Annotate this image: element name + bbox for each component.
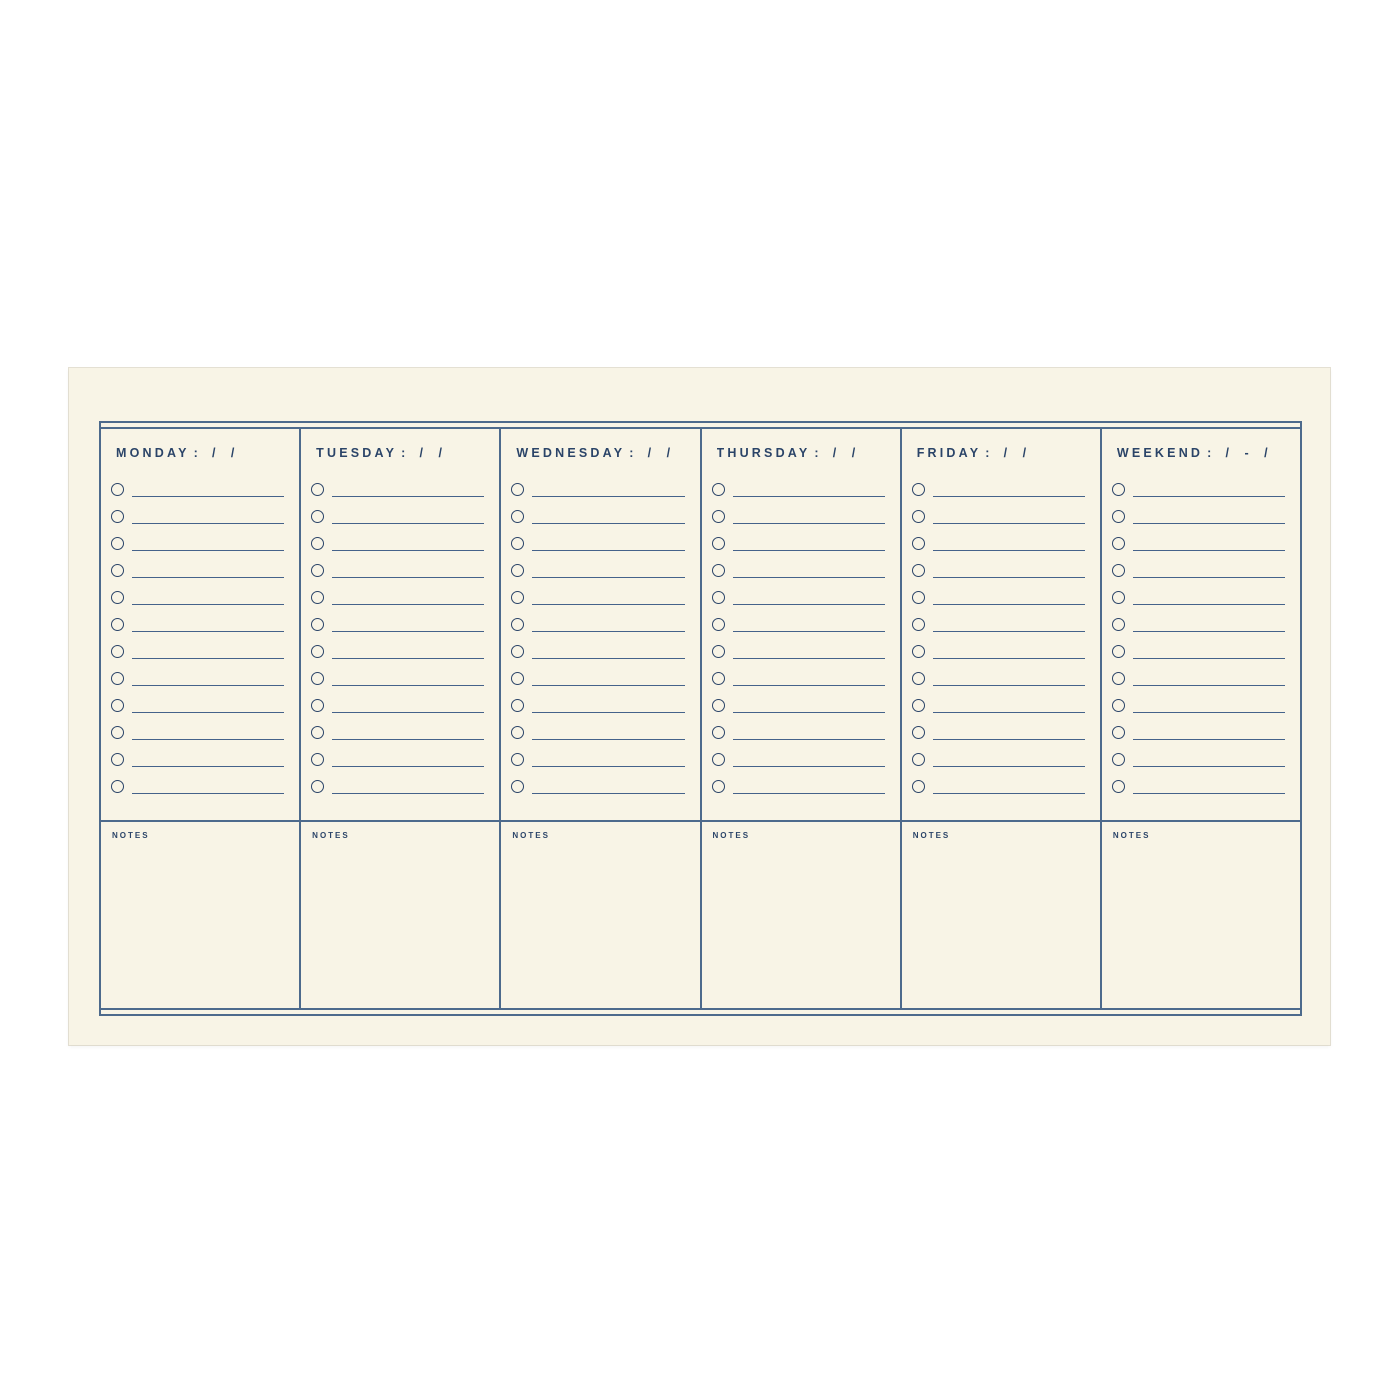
task-bullet-circle-icon	[511, 645, 524, 658]
task-bullet-circle-icon	[712, 645, 725, 658]
task-bullet-circle-icon	[712, 510, 725, 523]
task-writing-line	[132, 753, 284, 767]
planner-pad	[69, 368, 1330, 1045]
task-bullet-circle-icon	[511, 591, 524, 604]
task-row	[1102, 530, 1300, 557]
date-placeholder: / /	[647, 446, 677, 460]
notes-section	[101, 820, 299, 1008]
day-column-thursday	[702, 429, 902, 1008]
task-writing-line	[933, 537, 1085, 551]
task-bullet-circle-icon	[511, 699, 524, 712]
task-writing-line	[332, 645, 484, 659]
task-writing-line	[1133, 510, 1285, 524]
task-writing-line	[1133, 780, 1285, 794]
task-row	[902, 584, 1100, 611]
task-bullet-circle-icon	[311, 483, 324, 496]
task-row	[301, 530, 499, 557]
task-writing-line	[132, 510, 284, 524]
task-writing-line	[1133, 645, 1285, 659]
task-bullet-circle-icon	[111, 483, 124, 496]
task-bullet-circle-icon	[511, 510, 524, 523]
task-writing-line	[332, 510, 484, 524]
task-bullet-circle-icon	[712, 618, 725, 631]
day-column-wednesday	[501, 429, 701, 1008]
task-bullet-circle-icon	[712, 564, 725, 577]
task-row	[702, 746, 900, 773]
task-bullet-circle-icon	[912, 726, 925, 739]
task-writing-line	[733, 591, 885, 605]
task-writing-line	[332, 726, 484, 740]
task-writing-line	[132, 672, 284, 686]
task-writing-line	[532, 753, 684, 767]
notes-section	[902, 820, 1100, 1008]
day-header	[516, 446, 691, 460]
task-writing-line	[733, 699, 885, 713]
task-row	[902, 503, 1100, 530]
task-bullet-circle-icon	[912, 672, 925, 685]
task-row	[101, 557, 299, 584]
task-row	[101, 773, 299, 800]
notes-section	[501, 820, 699, 1008]
task-row	[1102, 611, 1300, 638]
task-bullet-circle-icon	[511, 537, 524, 550]
task-bullet-circle-icon	[511, 753, 524, 766]
task-row	[902, 773, 1100, 800]
task-writing-line	[1133, 672, 1285, 686]
day-header	[917, 446, 1092, 460]
task-row	[501, 530, 699, 557]
task-bullet-circle-icon	[111, 672, 124, 685]
task-list	[1102, 476, 1300, 800]
task-writing-line	[132, 564, 284, 578]
task-row	[101, 665, 299, 692]
task-bullet-circle-icon	[111, 537, 124, 550]
task-row	[501, 719, 699, 746]
day-name-label: WEDNESDAY	[516, 446, 626, 460]
task-writing-line	[733, 537, 885, 551]
day-column-friday	[902, 429, 1102, 1008]
task-writing-line	[733, 672, 885, 686]
task-row	[902, 638, 1100, 665]
task-bullet-circle-icon	[912, 564, 925, 577]
task-row	[101, 476, 299, 503]
task-bullet-circle-icon	[912, 510, 925, 523]
task-row	[501, 476, 699, 503]
notes-label: NOTES	[112, 831, 150, 840]
task-writing-line	[132, 618, 284, 632]
day-column-monday	[101, 429, 301, 1008]
task-row	[1102, 584, 1300, 611]
task-writing-line	[1133, 699, 1285, 713]
task-row	[1102, 746, 1300, 773]
task-bullet-circle-icon	[712, 483, 725, 496]
task-bullet-circle-icon	[311, 726, 324, 739]
task-row	[902, 557, 1100, 584]
task-writing-line	[733, 780, 885, 794]
day-header	[116, 446, 291, 460]
task-row	[501, 611, 699, 638]
day-header	[316, 446, 491, 460]
weekly-planner-grid	[99, 421, 1302, 1016]
task-writing-line	[1133, 726, 1285, 740]
task-bullet-circle-icon	[1112, 672, 1125, 685]
task-bullet-circle-icon	[1112, 753, 1125, 766]
task-bullet-circle-icon	[1112, 645, 1125, 658]
task-bullet-circle-icon	[111, 564, 124, 577]
task-writing-line	[1133, 483, 1285, 497]
task-writing-line	[733, 510, 885, 524]
task-list	[501, 476, 699, 800]
task-bullet-circle-icon	[912, 780, 925, 793]
task-row	[101, 692, 299, 719]
task-list	[101, 476, 299, 800]
task-row	[1102, 665, 1300, 692]
task-row	[301, 557, 499, 584]
task-writing-line	[332, 780, 484, 794]
task-row	[702, 476, 900, 503]
task-bullet-circle-icon	[511, 780, 524, 793]
task-row	[702, 719, 900, 746]
task-row	[101, 611, 299, 638]
task-writing-line	[532, 618, 684, 632]
task-writing-line	[933, 510, 1085, 524]
task-writing-line	[1133, 753, 1285, 767]
task-writing-line	[933, 699, 1085, 713]
task-bullet-circle-icon	[712, 780, 725, 793]
task-row	[301, 773, 499, 800]
task-writing-line	[933, 753, 1085, 767]
notes-section	[702, 820, 900, 1008]
notes-label: NOTES	[1112, 831, 1151, 840]
task-writing-line	[332, 591, 484, 605]
task-writing-line	[332, 618, 484, 632]
task-writing-line	[132, 780, 284, 794]
task-bullet-circle-icon	[311, 591, 324, 604]
task-writing-line	[933, 726, 1085, 740]
task-writing-line	[532, 537, 684, 551]
task-row	[1102, 476, 1300, 503]
day-header-colon: :	[401, 446, 409, 460]
task-row	[101, 503, 299, 530]
day-column-weekend	[1102, 429, 1300, 1008]
task-row	[702, 692, 900, 719]
date-placeholder: / - /	[1225, 446, 1274, 460]
task-writing-line	[933, 780, 1085, 794]
day-header-colon: :	[985, 446, 993, 460]
date-placeholder: / /	[211, 446, 241, 460]
task-row	[702, 611, 900, 638]
task-list	[902, 476, 1100, 800]
task-row	[501, 584, 699, 611]
task-bullet-circle-icon	[912, 483, 925, 496]
day-header-colon: :	[1207, 446, 1215, 460]
task-row	[101, 746, 299, 773]
task-bullet-circle-icon	[111, 618, 124, 631]
task-bullet-circle-icon	[111, 780, 124, 793]
task-row	[902, 611, 1100, 638]
task-bullet-circle-icon	[311, 618, 324, 631]
task-list	[301, 476, 499, 800]
task-writing-line	[933, 645, 1085, 659]
task-writing-line	[532, 726, 684, 740]
notes-section	[1102, 820, 1300, 1008]
task-bullet-circle-icon	[311, 672, 324, 685]
task-row	[301, 719, 499, 746]
task-row	[301, 746, 499, 773]
task-row	[101, 638, 299, 665]
task-bullet-circle-icon	[1112, 483, 1125, 496]
task-bullet-circle-icon	[1112, 591, 1125, 604]
task-bullet-circle-icon	[311, 645, 324, 658]
task-writing-line	[132, 483, 284, 497]
task-bullet-circle-icon	[111, 645, 124, 658]
task-bullet-circle-icon	[912, 618, 925, 631]
task-row	[101, 719, 299, 746]
task-row	[501, 503, 699, 530]
day-header	[717, 446, 892, 460]
task-writing-line	[332, 483, 484, 497]
task-bullet-circle-icon	[111, 510, 124, 523]
task-writing-line	[532, 591, 684, 605]
task-row	[702, 638, 900, 665]
task-writing-line	[332, 699, 484, 713]
task-writing-line	[933, 618, 1085, 632]
task-row	[301, 584, 499, 611]
task-row	[501, 692, 699, 719]
task-bullet-circle-icon	[311, 537, 324, 550]
task-row	[1102, 719, 1300, 746]
task-writing-line	[132, 537, 284, 551]
task-writing-line	[332, 537, 484, 551]
task-writing-line	[332, 672, 484, 686]
task-writing-line	[733, 726, 885, 740]
day-header-colon: :	[193, 446, 201, 460]
task-bullet-circle-icon	[712, 591, 725, 604]
task-row	[1102, 503, 1300, 530]
notes-label: NOTES	[512, 831, 550, 840]
task-bullet-circle-icon	[1112, 699, 1125, 712]
task-writing-line	[532, 564, 684, 578]
task-row	[501, 557, 699, 584]
task-bullet-circle-icon	[311, 510, 324, 523]
task-row	[702, 773, 900, 800]
day-name-label: WEEKEND	[1116, 446, 1204, 460]
task-bullet-circle-icon	[712, 753, 725, 766]
task-writing-line	[733, 645, 885, 659]
task-row	[902, 746, 1100, 773]
task-row	[1102, 773, 1300, 800]
task-row	[501, 665, 699, 692]
day-name-label: FRIDAY	[916, 446, 982, 460]
task-row	[1102, 557, 1300, 584]
task-writing-line	[532, 699, 684, 713]
date-placeholder: / /	[1003, 446, 1033, 460]
task-writing-line	[733, 564, 885, 578]
task-row	[902, 665, 1100, 692]
task-row	[301, 665, 499, 692]
day-header-colon: :	[629, 446, 637, 460]
task-bullet-circle-icon	[311, 780, 324, 793]
task-row	[702, 557, 900, 584]
task-row	[301, 692, 499, 719]
day-header	[1117, 446, 1292, 460]
task-row	[1102, 638, 1300, 665]
task-row	[902, 476, 1100, 503]
task-writing-line	[733, 753, 885, 767]
task-writing-line	[332, 753, 484, 767]
task-writing-line	[532, 483, 684, 497]
task-writing-line	[933, 564, 1085, 578]
task-bullet-circle-icon	[912, 753, 925, 766]
day-name-label: TUESDAY	[316, 446, 398, 460]
task-bullet-circle-icon	[1112, 618, 1125, 631]
task-bullet-circle-icon	[1112, 726, 1125, 739]
task-writing-line	[733, 618, 885, 632]
task-row	[301, 638, 499, 665]
task-bullet-circle-icon	[1112, 537, 1125, 550]
task-row	[501, 773, 699, 800]
task-bullet-circle-icon	[311, 753, 324, 766]
task-bullet-circle-icon	[311, 699, 324, 712]
task-bullet-circle-icon	[712, 672, 725, 685]
task-bullet-circle-icon	[111, 699, 124, 712]
task-bullet-circle-icon	[511, 483, 524, 496]
task-bullet-circle-icon	[712, 699, 725, 712]
task-bullet-circle-icon	[912, 591, 925, 604]
task-bullet-circle-icon	[511, 726, 524, 739]
task-row	[301, 503, 499, 530]
task-writing-line	[132, 726, 284, 740]
task-bullet-circle-icon	[111, 591, 124, 604]
task-writing-line	[132, 591, 284, 605]
task-writing-line	[532, 510, 684, 524]
task-bullet-circle-icon	[1112, 780, 1125, 793]
task-row	[1102, 692, 1300, 719]
task-row	[702, 530, 900, 557]
task-writing-line	[532, 780, 684, 794]
task-row	[902, 719, 1100, 746]
day-column-tuesday	[301, 429, 501, 1008]
task-row	[101, 584, 299, 611]
task-bullet-circle-icon	[111, 726, 124, 739]
task-row	[101, 530, 299, 557]
task-bullet-circle-icon	[912, 645, 925, 658]
task-row	[702, 503, 900, 530]
task-writing-line	[1133, 537, 1285, 551]
task-bullet-circle-icon	[511, 618, 524, 631]
task-writing-line	[1133, 591, 1285, 605]
notes-section	[301, 820, 499, 1008]
task-bullet-circle-icon	[311, 564, 324, 577]
task-bullet-circle-icon	[511, 564, 524, 577]
day-name-label: MONDAY	[116, 446, 190, 460]
task-writing-line	[1133, 618, 1285, 632]
date-placeholder: / /	[832, 446, 862, 460]
day-header-colon: :	[814, 446, 822, 460]
task-row	[301, 611, 499, 638]
task-bullet-circle-icon	[912, 537, 925, 550]
task-writing-line	[933, 591, 1085, 605]
task-row	[501, 638, 699, 665]
task-bullet-circle-icon	[912, 699, 925, 712]
notes-label: NOTES	[712, 831, 751, 840]
date-placeholder: / /	[419, 446, 448, 460]
task-writing-line	[1133, 564, 1285, 578]
task-writing-line	[132, 699, 284, 713]
task-bullet-circle-icon	[712, 726, 725, 739]
notes-label: NOTES	[312, 831, 350, 840]
day-name-label: THURSDAY	[716, 446, 811, 460]
task-bullet-circle-icon	[111, 753, 124, 766]
task-writing-line	[532, 645, 684, 659]
task-row	[702, 584, 900, 611]
task-bullet-circle-icon	[1112, 510, 1125, 523]
task-writing-line	[933, 483, 1085, 497]
day-columns	[101, 429, 1300, 1008]
task-row	[902, 530, 1100, 557]
task-row	[501, 746, 699, 773]
task-writing-line	[532, 672, 684, 686]
task-bullet-circle-icon	[511, 672, 524, 685]
task-bullet-circle-icon	[712, 537, 725, 550]
task-writing-line	[132, 645, 284, 659]
notes-label: NOTES	[912, 831, 951, 840]
task-writing-line	[332, 564, 484, 578]
task-list	[702, 476, 900, 800]
task-writing-line	[733, 483, 885, 497]
task-writing-line	[933, 672, 1085, 686]
task-row	[702, 665, 900, 692]
task-bullet-circle-icon	[1112, 564, 1125, 577]
task-row	[301, 476, 499, 503]
task-row	[902, 692, 1100, 719]
